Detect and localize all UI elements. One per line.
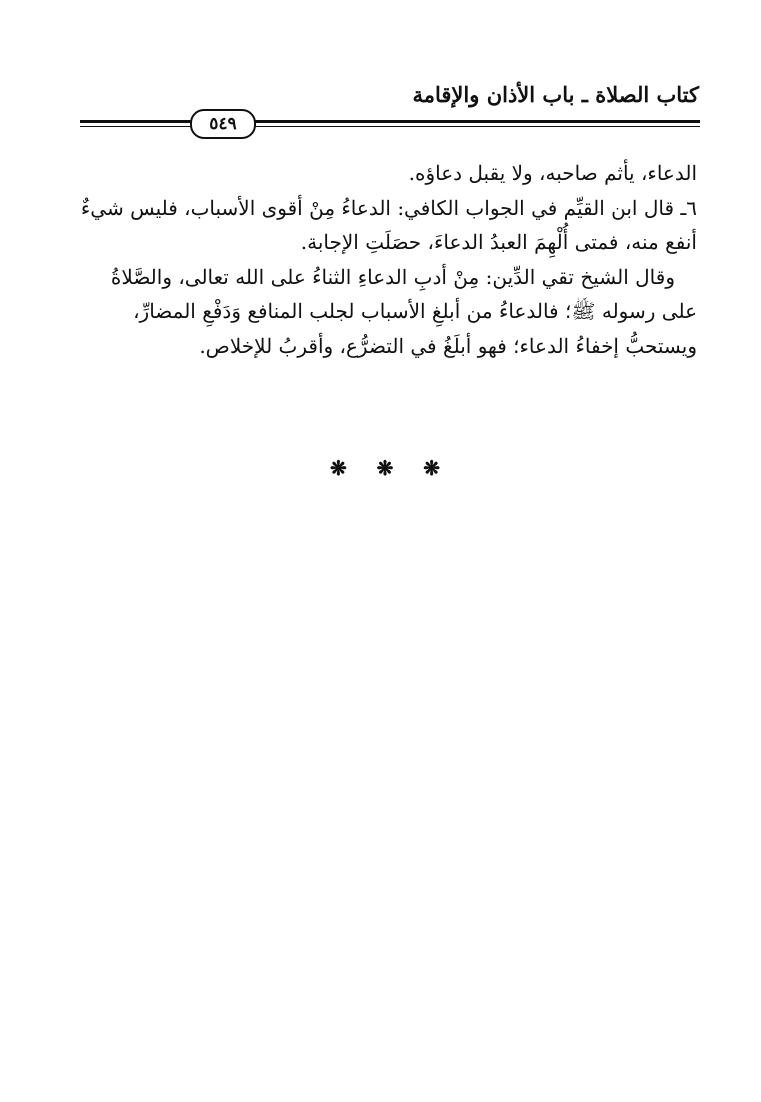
text-line-5: على رسوله ﷺ؛ فالدعاءُ من أبلغِ الأسباب لجلب المنافع وَدَفْعِ المضارِّ، bbox=[133, 299, 697, 323]
page-number: ٥٤٩ bbox=[209, 114, 237, 134]
text-line-2: ٦ـ قال ابن القيِّم في الجواب الكافي: الدعاءُ مِنْ أقوى الأسباب، فليس شيءٌ bbox=[80, 195, 697, 220]
text-line-1: الدعاء، يأثم صاحبه، ولا يقبل دعاؤه. bbox=[408, 161, 697, 185]
text-line-6: ويستحبُّ إخفاءُ الدعاء؛ فهو أبلَغُ في التضرُّع، وأقربُ للإخلاص. bbox=[199, 333, 697, 358]
body-text bbox=[77, 156, 697, 363]
running-header-title: كتاب الصلاة ـ باب الأذان والإقامة bbox=[412, 82, 699, 107]
header-rule-left-thick bbox=[80, 120, 192, 123]
text-line-4: وقال الشيخ تقي الدِّين: مِنْ أدبِ الدعاءِ الثناءُ على الله تعالى، والصَّلاةُ bbox=[110, 264, 675, 289]
header-rule-right-thick bbox=[252, 120, 700, 123]
section-divider-stars bbox=[330, 456, 440, 480]
star-ornament-icon: ❋ bbox=[376, 456, 394, 480]
page-number-badge bbox=[190, 109, 256, 139]
header-rule-right-thin bbox=[252, 126, 700, 127]
text-line-3: أنفع منه، فمتى أُلْهِمَ العبدُ الدعاءَ، حصَلَتِ الإجابة. bbox=[300, 230, 697, 254]
header-rule-left-thin bbox=[80, 126, 192, 127]
star-ornament-icon: ❋ bbox=[423, 456, 440, 480]
star-ornament-icon: ❋ bbox=[330, 456, 347, 480]
